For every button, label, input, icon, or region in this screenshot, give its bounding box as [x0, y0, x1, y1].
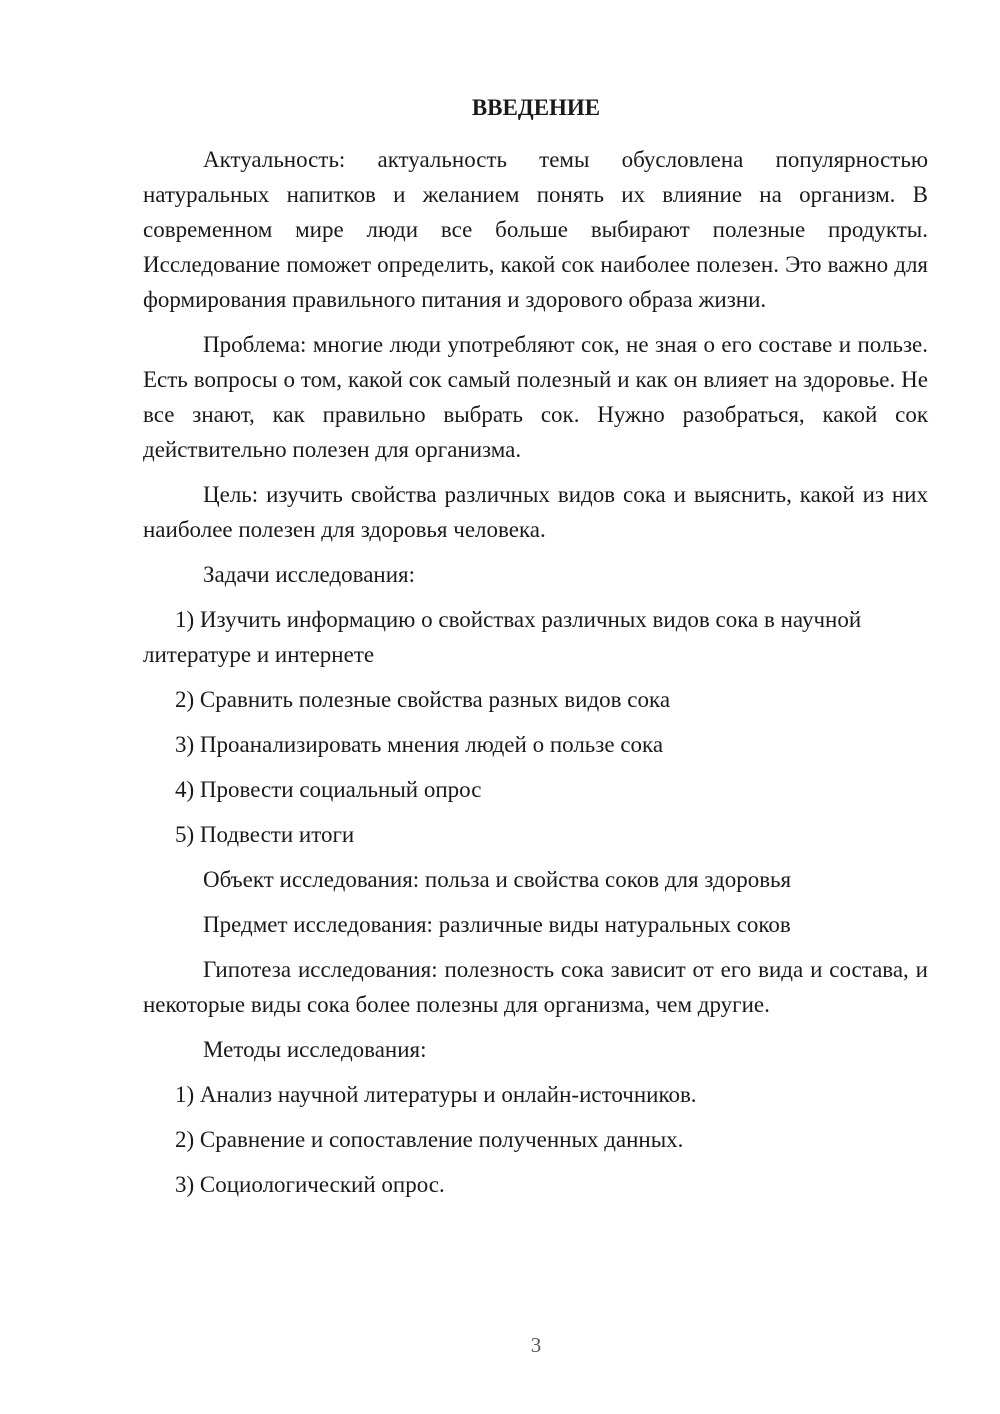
goal-paragraph: Цель: изучить свойства различных видов сока и выяснить, какой из них наиболее полезен для здоровья человека.	[143, 482, 928, 542]
page-body	[143, 142, 928, 1212]
task-item: 4) Провести социальный опрос	[175, 777, 482, 802]
method-item: 1) Анализ научной литературы и онлайн-источников.	[175, 1082, 697, 1107]
method-item: 3) Социологический опрос.	[175, 1172, 445, 1197]
page-title: ВВЕДЕНИЕ	[471, 95, 601, 120]
task-item: 5) Подвести итоги	[175, 822, 355, 847]
page-number: 3	[530, 1333, 542, 1357]
task-item: 2) Сравнить полезные свойства разных видов сока	[175, 687, 671, 712]
methods-heading: Методы исследования:	[203, 1037, 427, 1062]
subject-paragraph: Предмет исследования: различные виды натуральных соков	[203, 912, 791, 937]
task-item: 1) Изучить информацию о свойствах различных видов сока в научной литературе и интернете	[143, 607, 862, 667]
task-item: 3) Проанализировать мнения людей о пользе сока	[175, 732, 664, 757]
method-item: 2) Сравнение и сопоставление полученных данных.	[175, 1127, 684, 1152]
hypothesis-paragraph: Гипотеза исследования: полезность сока зависит от его вида и состава, и некоторые виды сока более полезны для организма, чем другие.	[143, 957, 928, 1017]
object-paragraph: Объект исследования: польза и свойства соков для здоровья	[203, 867, 792, 892]
relevance-paragraph: Актуальность: актуальность темы обусловлена популярностью натуральных напитков и желанием понять их влияние на организм. В современном мире люди все больше выбирают полезные продукты. Исследование поможет определить, какой сок наиболее полезен. Это важно для формирования правильного питания и здорового образа жизни.	[143, 147, 928, 312]
problem-paragraph: Проблема: многие люди употребляют сок, не зная о его составе и пользе. Есть вопросы о том, какой сок самый полезный и как он влияет на здоровье. Не все знают, как правильно выбрать сок. Нужно разобраться, какой сок действительно полезен для организма.	[143, 332, 928, 462]
tasks-heading: Задачи исследования:	[203, 562, 416, 587]
